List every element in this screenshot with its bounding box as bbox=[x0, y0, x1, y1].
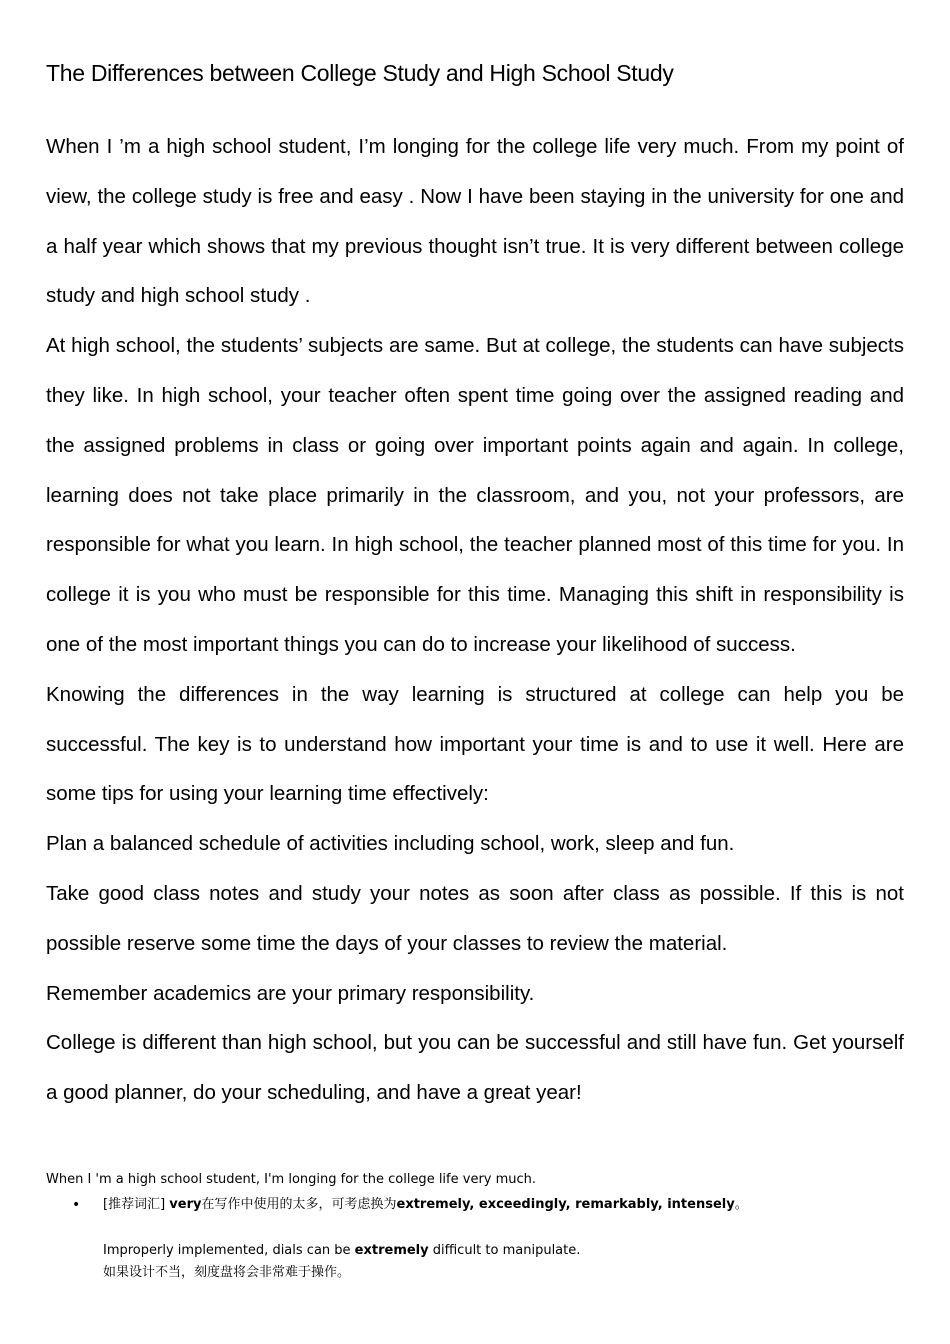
example-after: difficult to manipulate. bbox=[432, 1243, 581, 1258]
essay-paragraph: Plan a balanced schedule of activities including school, work, sleep and fun. bbox=[46, 832, 735, 856]
essay-paragraph: When I ’m a high school student, I’m longing for the college life very much. From my point of view, the college study is free and easy . Now I have been staying in the university for one and a half year which shows that my previous thought isn’t true. It is very different between college study and high school study . bbox=[46, 135, 904, 308]
example-translation: 如果设计不当，刻度盘将会非常难于操作。 bbox=[103, 1265, 351, 1280]
example-keyword: extremely bbox=[354, 1243, 429, 1258]
vocabulary-annotation bbox=[46, 1170, 904, 1284]
essay-paragraph: Knowing the differences in the way learning is structured at college can help you be successful. The key is to understand how important your time is and to use it well. Here are some tips for using your learning time effectively: bbox=[46, 682, 904, 806]
essay-paragraph: Take good class notes and study your notes as soon after class as possible. If this is not possible reserve some time the days of your classes to review the material. bbox=[46, 881, 904, 955]
annotated-sentence: When I 'm a high school student, I'm longing for the college life very much. bbox=[46, 1172, 537, 1187]
essay-paragraph: College is different than high school, but you can be successful and still have fun. Get yourself a good planner, do your scheduling, and have a great year! bbox=[46, 1031, 904, 1105]
essay-body bbox=[46, 122, 904, 1118]
end-mark: 。 bbox=[734, 1197, 748, 1212]
bullet-icon: • bbox=[72, 1197, 81, 1213]
example-block bbox=[103, 1240, 904, 1284]
example-sentence bbox=[103, 1240, 904, 1262]
overused-word: very bbox=[169, 1197, 202, 1212]
suggestion-advice: 在写作中使用的太多，可考虑换为 bbox=[201, 1197, 397, 1212]
example-before: Improperly implemented, dials can be bbox=[103, 1243, 351, 1258]
alternative-words: extremely, exceedingly, remarkably, intensely bbox=[396, 1197, 735, 1212]
suggestion-item bbox=[46, 1194, 904, 1216]
essay-paragraph: Remember academics are your primary responsibility. bbox=[46, 981, 535, 1005]
suggestion-tag: [推荐词汇] bbox=[103, 1197, 166, 1212]
document-title: The Differences between College Study and High School Study bbox=[46, 60, 674, 86]
suggestion-list bbox=[46, 1194, 904, 1216]
essay-paragraph: At high school, the students’ subjects are same. But at college, the students can have subjects they like. In high school, your teacher often spent time going over the assigned reading and the assigned problems in class or going over important points again and again. In college, learning does not take place primarily in the classroom, and you, not your professors, are responsible for what you learn. In high school, the teacher planned most of this time for you. In college it is you who must be responsible for this time. Managing this shift in responsibility is one of the most important things you can do to increase your likelihood of success. bbox=[46, 334, 904, 656]
